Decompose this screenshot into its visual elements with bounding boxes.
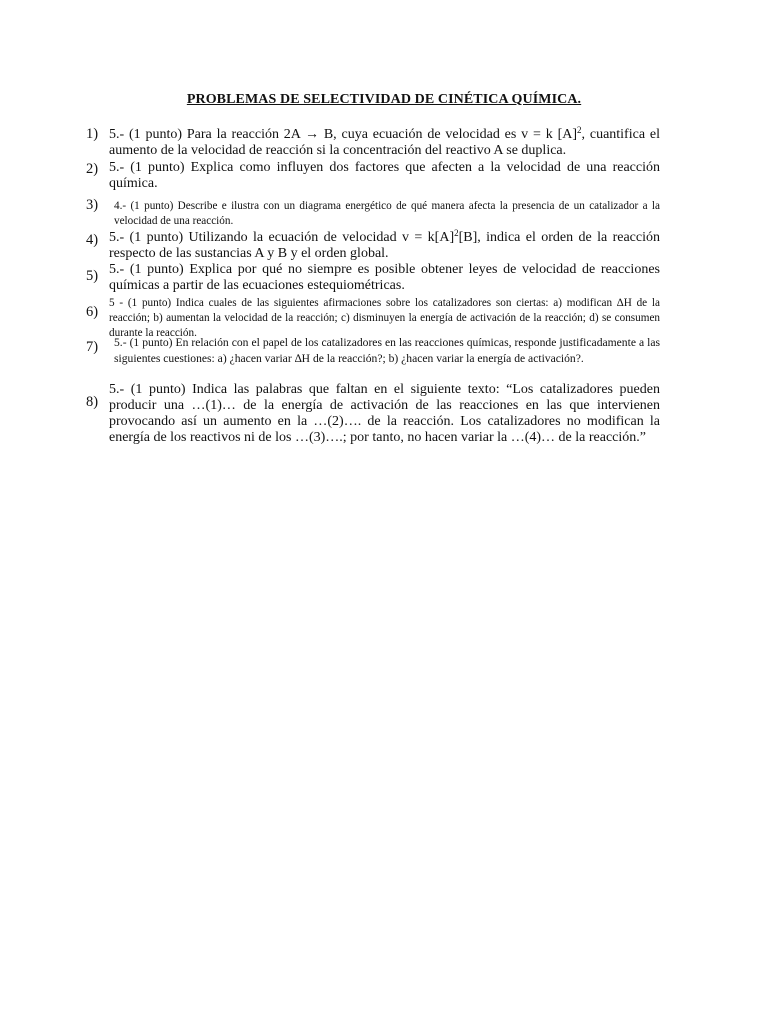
problem-number: 2) [86, 161, 99, 177]
problem-number: 7) [86, 339, 99, 355]
problem-text: 5.- (1 punto) Utilizando la ecuación de velocidad $v = k[A]^2[B]$, indica el orden de la reacción respecto de las sustancias A y B y el orden global. [109, 228, 660, 261]
problem-text: 5.- (1 punto) Explica como influyen dos factores que afecten a la velocidad de una reacción química. [109, 160, 660, 191]
problem-number: 6) [86, 304, 99, 320]
problem-number: 5) [86, 268, 99, 284]
problem-text: 5.- (1 punto) Para la reacción 2A → B, cuya ecuación de velocidad es v = k $[A]^2$, cuantifica el aumento de la velocidad de reacción si la concentración del reactivo A se duplica. [109, 125, 660, 158]
problem-number: 3) [86, 197, 99, 213]
problem-text: 5.- (1 punto) Explica por qué no siempre es posible obtener leyes de velocidad de reacciones químicas a partir de las ecuaciones estequiométricas. [109, 262, 660, 293]
problem-text: 5.- (1 punto) En relación con el papel de los catalizadores en las reacciones químicas, responde justificadamente a las siguientes cuestiones: a) ¿hacen variar ∆H de la reacción?; b) ¿hacen variar la energía de activación?. [114, 336, 660, 365]
problem-text: 4.- (1 punto) Describe e ilustra con un diagrama energético de qué manera afecta la presencia de un catalizador a la velocidad de una reacción. [114, 200, 660, 227]
problem-text: 5.- (1 punto) Indica las palabras que faltan en el siguiente texto: “Los catalizadores pueden producir una …(1)… de la energía de activación de las reacciones en las que intervienen provocando así un aumento en la …(2)…. de la reacción. Los catalizadores no modifican la energía de los reactivos ni de los …(3)….; por tanto, no hacen variar la …(4)… de la reacción.” [109, 382, 660, 445]
problem-number: 4) [86, 232, 99, 248]
problem-number: 8) [86, 394, 99, 410]
page-title: PROBLEMAS DE SELECTIVIDAD DE CINÉTICA QUÍMICA. [186, 92, 582, 107]
problem-text: 5 - (1 punto) Indica cuales de las siguientes afirmaciones sobre los catalizadores son ciertas: a) modifican ∆H de la reacción; b) aumentan la velocidad de la reacción; c) disminuyen la energía de activación de la reacción; d) se consumen durante la reacción. [109, 297, 660, 339]
problem-number: 1) [86, 126, 99, 142]
